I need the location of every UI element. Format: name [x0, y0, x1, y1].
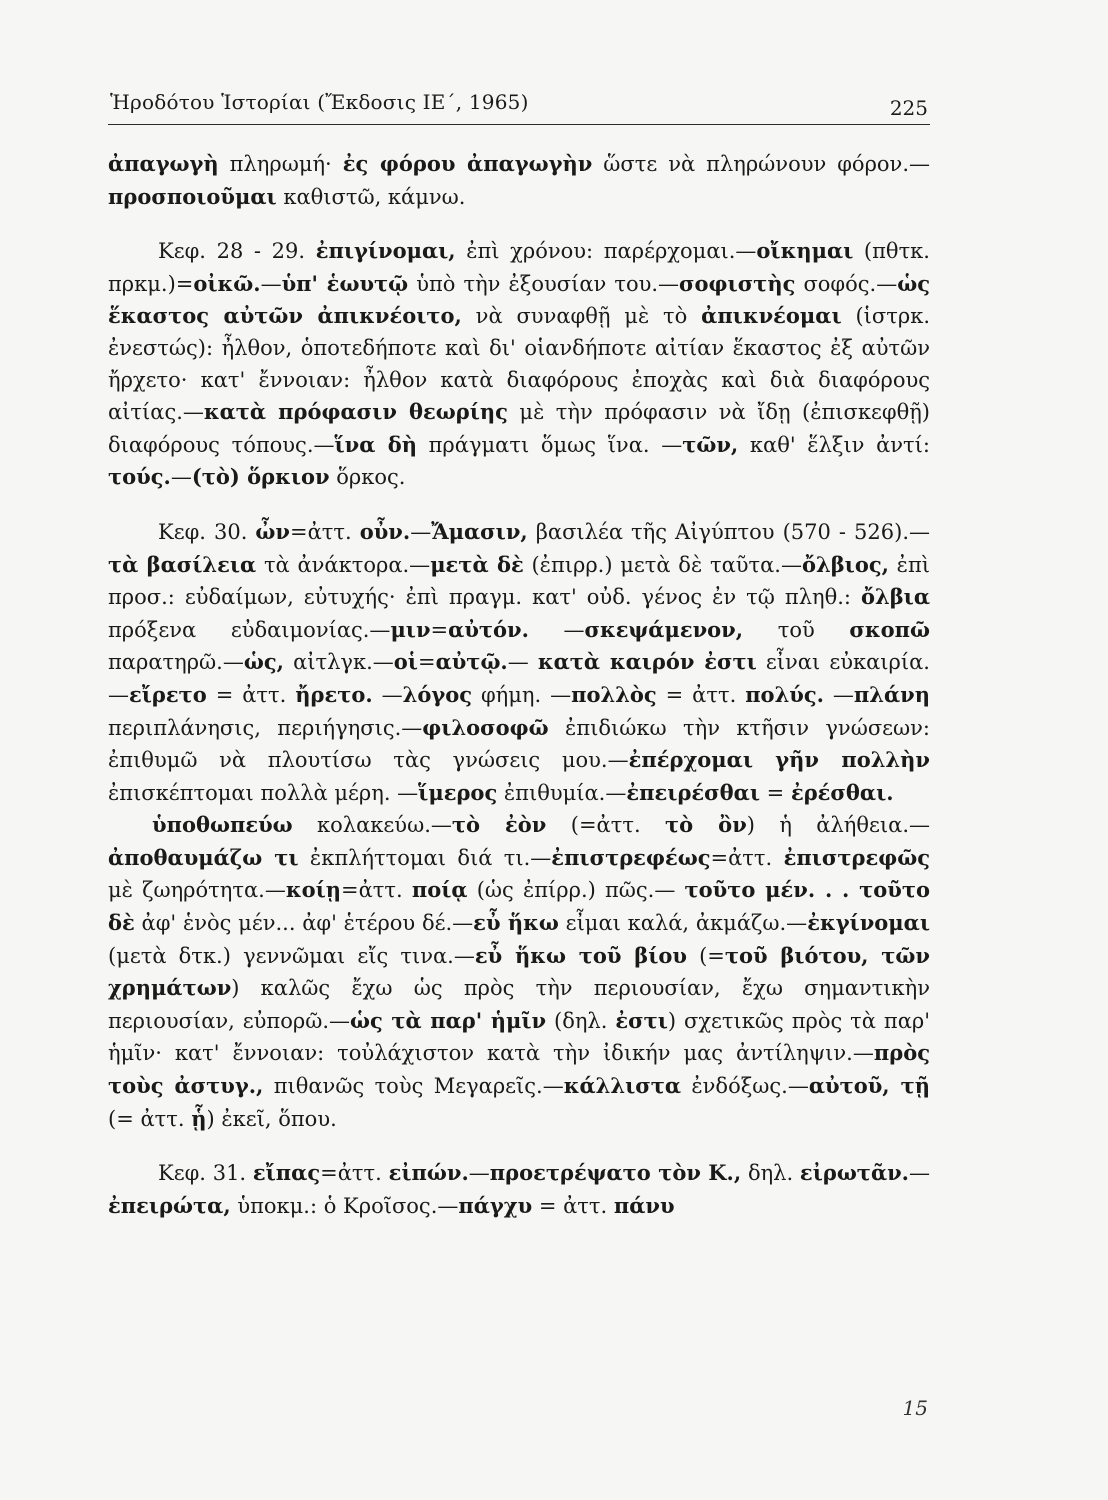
glossary-section-30-continued: ὑποθωπεύω κολακεύω.—τὸ ἐὸν (=ἀττ. τὸ ὂν) ἡ ἀλήθεια.— ἀποθαυμάζω τι ἐκπλήττομαι διά τι.—ἐπιστρεφέως=ἀττ. ἐπιστρεφῶς μὲ ζωηρότητα.—κοίῃ=ἀττ. ποίᾳ (ὡς ἐπίρρ.) πῶς.— τοῦτο μέν. . . τοῦτο δὲ ἀφ' ἑνὸς μέν... ἀφ' ἑτέρου δέ.—εὖ ἥκω εἶμαι καλά, ἀκμάζω.—ἐκγίνομαι (μετὰ δτκ.) γεννῶμαι εἴς τινα.—εὖ ἥκω τοῦ βίου (=τοῦ βιότου, τῶν χρημάτων) καλῶς ἔχω ὡς πρὸς τὴν περιουσίαν, ἔχω σημαντικὴν περιουσίαν, εὐπορῶ.—ὡς τὰ παρ' ἡμῖν (δηλ. ἐστι) σχετικῶς πρὸς τὰ παρ' ἡμῖν· κατ' ἔννοιαν: τοὐλάχιστον κατὰ τὴν ἰδικήν μας ἀντίληψιν.—πρὸς τοὺς ἀστυγ., πιθανῶς τοὺς Μεγαρεῖς.—κάλλιστα ἐνδόξως.—αὐτοῦ, τῇ (= ἀττ. ᾗ) ἐκεῖ, ὅπου. — [108, 812, 931, 1131]
glossary-section-28-29: Κεφ. 28 - 29. ἐπιγίνομαι, ἐπὶ χρόνου: παρέρχομαι.—οἴκημαι (πθτκ. πρκμ.)=οἰκῶ.—ὑπ' ἑωυτῷ ὑπὸ τὴν ἐξουσίαν του.—σοφιστὴς σοφός.—ὡς ἕκαστος αὐτῶν ἀπικνέοιτο, νὰ συναφθῇ μὲ τὸ ἀπικνέομαι (ἱστρκ. ἐνεστώς): ἦλθον, ὁποτεδήποτε καὶ δι' οἱανδήποτε αἰτίαν ἕκαστος ἐξ αὐτῶν ἤρχετο· κατ' ἔννοιαν: ἦλθον κατὰ διαφόρους ἐποχὰς καὶ διὰ διαφόρους αἰτίας.—κατὰ πρόφασιν θεωρίης μὲ τὴν πρόφασιν νὰ ἴδῃ (ἐπισκεφθῇ) διαφόρους τόπους.—ἵνα δὴ πράγματι ὅμως ἵνα. —τῶν, καθ' ἕλξιν ἀντί: τούς.—(τὸ) ὅρκιον ὅρκος. — [108, 238, 930, 490]
glossary-body — [108, 148, 930, 1222]
running-head — [108, 84, 930, 125]
signature-mark: 15 — [902, 1396, 928, 1420]
glossary-paragraph-intro: ἀπαγωγὴ πληρωμή· ἐς φόρου ἀπαγωγὴν ὥστε νὰ πληρώνουν φόρον.—προσποιοῦμαι καθιστῶ, κάμνω. — [108, 151, 931, 209]
page-number: 225 — [889, 96, 928, 120]
glossary-section-30: Κεφ. 30. ὦν=ἀττ. οὖν.—Ἄμασιν, βασιλέα τῆς Αἰγύπτου (570 - 526).—τὰ βασίλεια τὰ ἀνάκτορα.—μετὰ δὲ (ἐπιρρ.) μετὰ δὲ ταῦτα.—ὄλβιος, ἐπὶ προσ.: εὐδαίμων, εὐτυχής· ἐπὶ πραγμ. κατ' οὐδ. γένος ἐν τῷ πληθ.: ὄλβια πρόξενα εὐδαιμονίας.—μιν=αὐτόν. —σκεψάμενον, τοῦ σκοπῶ παρατηρῶ.—ὡς, αἰτλγκ.—οἱ=αὐτῷ.— κατὰ καιρόν ἐστι εἶναι εὐκαιρία.—εἴρετο = ἀττ. ἤρετο. —λόγος φήμη. —πολλὸς = ἀττ. πολύς. —πλάνη περιπλάνησις, περιήγησις.—φιλοσοφῶ ἐπιδιώκω τὴν κτῆσιν γνώσεων: ἐπιθυμῶ νὰ πλουτίσω τὰς γνώσεις μου.—ἐπέρχομαι γῆν πολλὴν ἐπισκέπτομαι πολλὰ μέρη. —ἵμερος ἐπιθυμία.—ἐπειρέσθαι = ἐρέσθαι. — [108, 518, 931, 805]
glossary-section-31: Κεφ. 31. εἴπας=ἀττ. εἰπών.—προετρέψατο τὸν Κ., δηλ. εἰρωτᾶν.—ἐπειρώτα, ὑποκμ.: ὁ Κροῖσος.—πάγχυ = ἀττ. πάνυ — [108, 1160, 930, 1218]
book-title: Ἡροδότου Ἱστορίαι (Ἔκδοσις ΙΕ΄, 1965) — [110, 90, 529, 114]
